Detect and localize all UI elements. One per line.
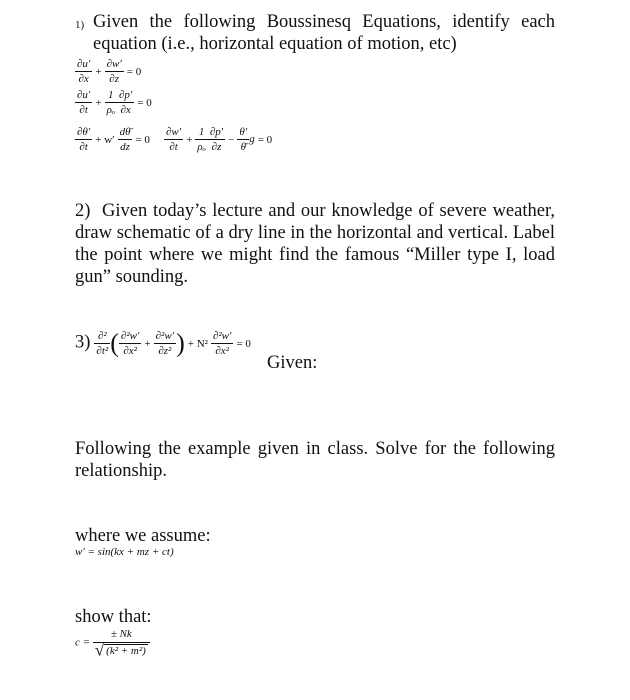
- q2-body: Given today’s lecture and our knowledge of severe weather, draw schematic of a dry line in the horizontal and vertical. Label the point where we might find the famous “Miller type I, load gun” sounding.: [75, 201, 555, 287]
- q3-wave-equation: $\frac{\text{∂²}}{\text{∂t²}}$ ( $\frac{\text{∂²w′}}{\text{∂x²}}$ + $\frac{\text{∂²w′}}{\text{∂z²}}$ ) + N² $\frac{\text{∂²w′}}{\text{∂x²}}$ = 0: [96, 328, 251, 358]
- square-root-icon: √: [94, 640, 105, 660]
- q2-text: [75, 200, 555, 288]
- q3-assume-label: where we assume:: [75, 526, 211, 546]
- q3-assume-equation: w′ = sin(kx + mz + ct): [75, 546, 174, 558]
- q1-equation-horizontal-motion: $\frac{\partial u'}{\partial t}$ + $\frac{1}{\text{ρₒ}}$ $\frac{\partial p'}{\partial x}$ = 0: [77, 89, 152, 116]
- q3-result-equation: c = $\frac{\pm Nk}{\text{√ (k² + m²)}}$: [75, 628, 150, 657]
- q3-number: 3): [75, 332, 91, 353]
- q3-show-label: show that:: [75, 607, 152, 627]
- q1-equation-continuity: $\frac{\partial u'}{\partial x}$ + $\frac{\partial w'}{\partial z}$ = 0: [77, 58, 142, 85]
- q3-instruction: Following the example given in class. Solve for the following relationship.: [75, 439, 555, 481]
- q1-equation-thermodynamic: $\frac{\partial\theta'}{\partial t}$ + w′ $\frac{d\thetā}{dz}$ = 0: [77, 126, 150, 153]
- q3-equation-block: [75, 330, 254, 357]
- q1-number: 1): [75, 19, 85, 31]
- q1-text: Given the following Boussinesq Equations, identify each equation (i.e., horizontal equation of motion, etc): [93, 12, 555, 54]
- q1-equation-vertical-motion: $\frac{\partial w'}{\partial t}$ + $\frac{1}{\text{ρₒ}}$ $\frac{\partial p'}{\partial z}$ − $\frac{\theta'}{\thetā}$ g = 0: [166, 126, 273, 153]
- q3-given-label: Given:: [267, 353, 318, 373]
- q2-number: 2): [75, 201, 91, 221]
